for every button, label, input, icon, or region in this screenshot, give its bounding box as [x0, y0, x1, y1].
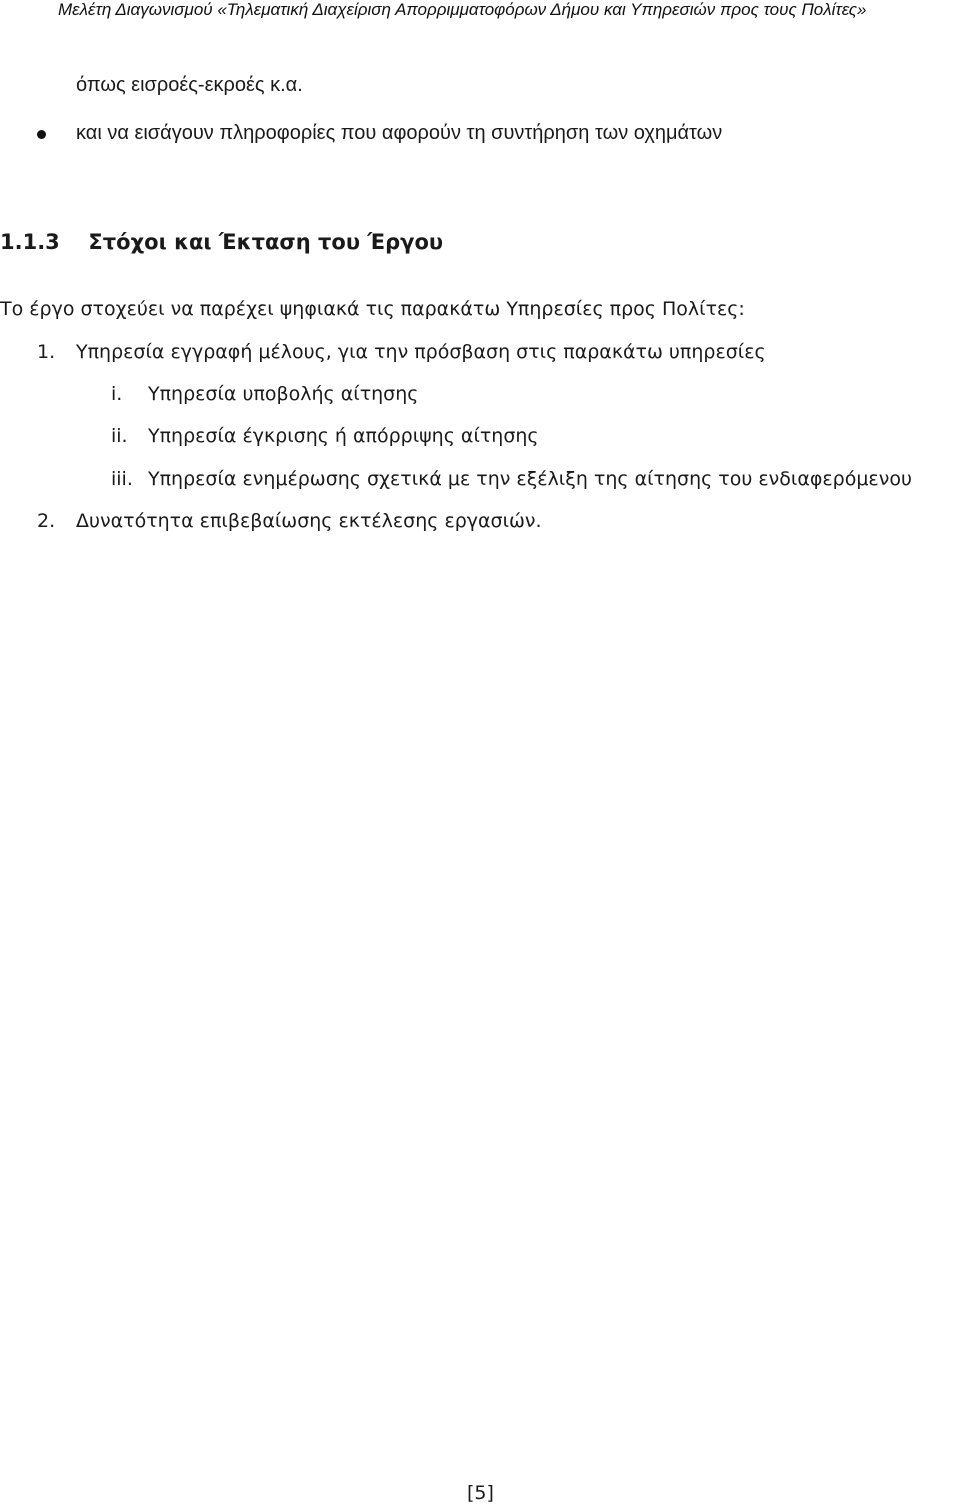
section-heading: [0, 230, 443, 254]
bullet-item-text: και να εισάγουν πληροφορίες που αφορούν τη συντήρηση των οχημάτων: [76, 122, 723, 144]
sublist-marker-ii: ii.: [111, 425, 128, 447]
running-header: Μελέτη Διαγωνισμού «Τηλεματική Διαχείριση Απορριμματοφόρων Δήμου και Υπηρεσιών προς τους Πολίτες»: [58, 0, 867, 19]
section-number: 1.1.3: [0, 230, 60, 254]
list-marker-2: 2.: [37, 510, 56, 532]
sublist-marker-i: i.: [111, 383, 123, 405]
section-title: Στόχοι και Έκταση του Έργου: [88, 230, 444, 254]
continuation-text: όπως εισροές-εκροές κ.α.: [76, 74, 303, 96]
bullet-icon: [37, 130, 46, 139]
list-item-1-text: Υπηρεσία εγγραφή μέλους, για την πρόσβαση στις παρακάτω υπηρεσίες: [76, 341, 766, 363]
section-intro: Το έργο στοχεύει να παρέχει ψηφιακά τις παρακάτω Υπηρεσίες προς Πολίτες:: [0, 298, 745, 320]
sublist-item-ii-text: Υπηρεσία έγκρισης ή απόρριψης αίτησης: [148, 425, 539, 447]
page-number: [5]: [467, 1482, 494, 1504]
list-item-2-text: Δυνατότητα επιβεβαίωσης εκτέλεσης εργασιών.: [76, 510, 542, 532]
list-marker-1: 1.: [37, 341, 56, 363]
sublist-item-i-text: Υπηρεσία υποβολής αίτησης: [148, 383, 419, 405]
sublist-marker-iii: iii.: [111, 468, 133, 490]
sublist-item-iii-text: Υπηρεσία ενημέρωσης σχετικά με την εξέλιξη της αίτησης του ενδιαφερόμενου: [148, 468, 912, 490]
